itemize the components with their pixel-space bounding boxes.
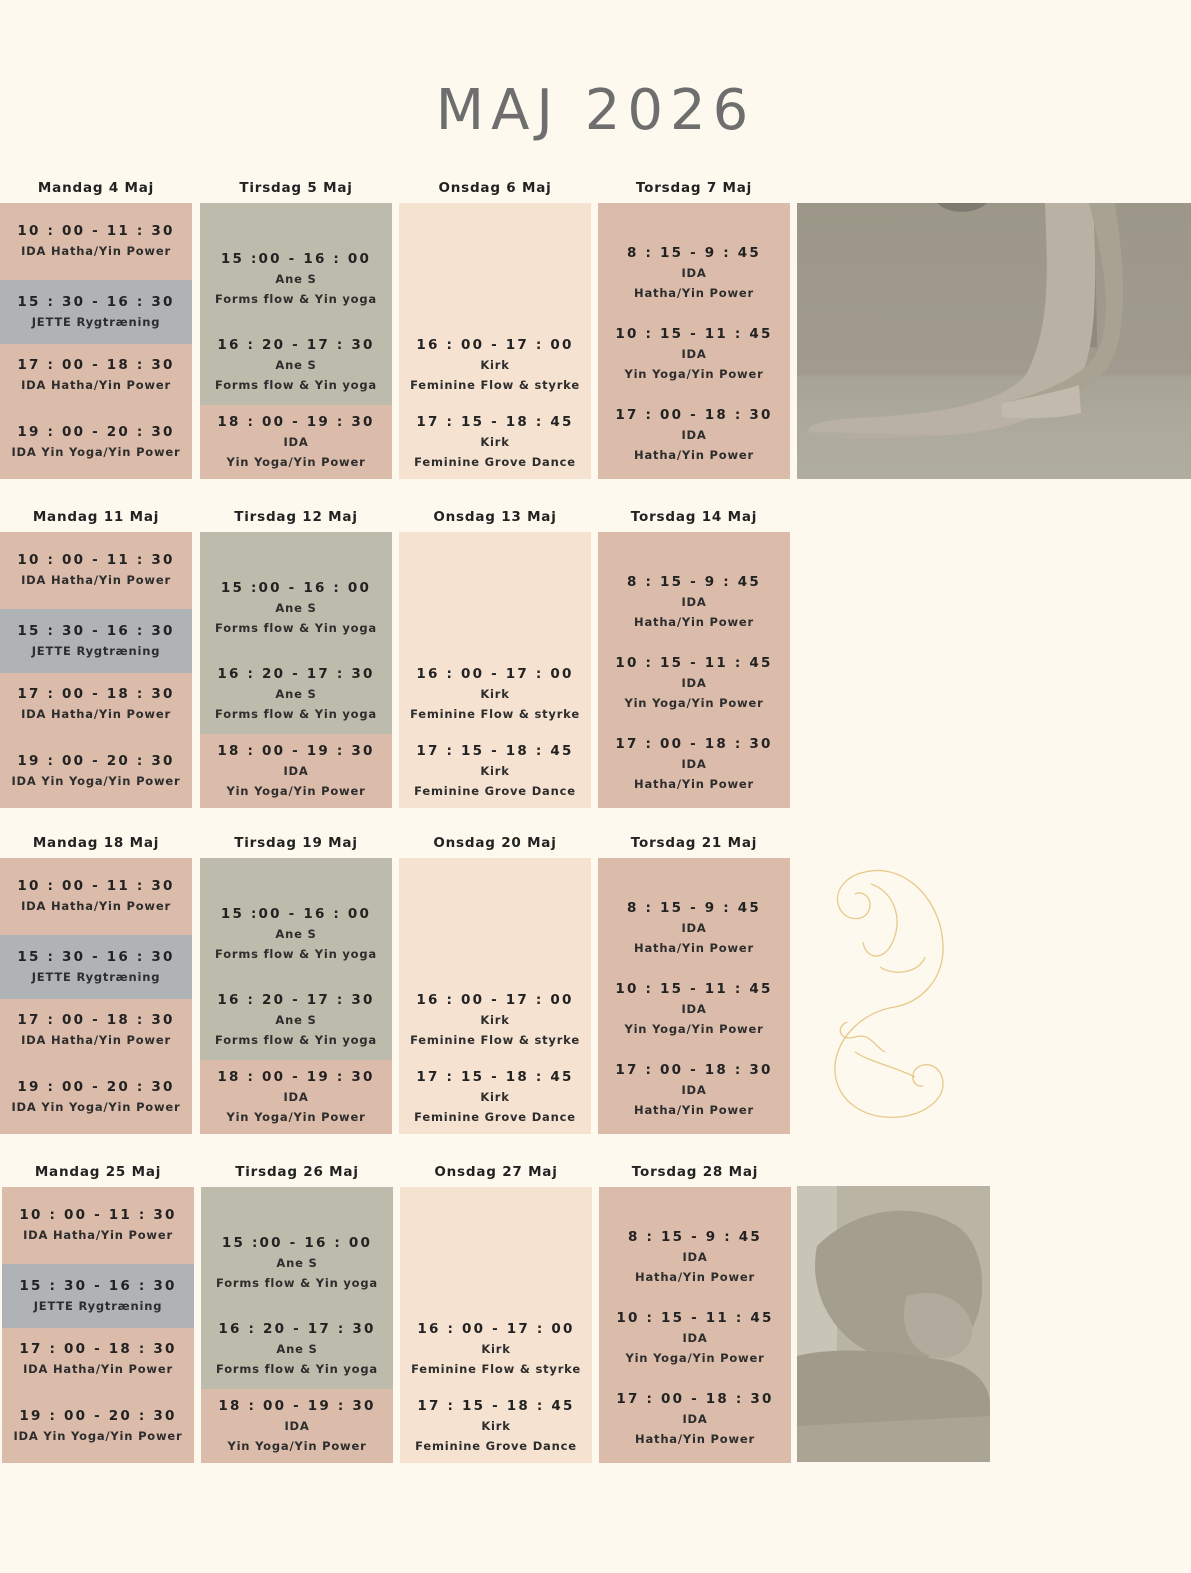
class-class: Yin Yoga/Yin Power: [226, 1109, 366, 1124]
class-slot: [598, 314, 790, 395]
class-teacher: IDA: [681, 428, 707, 442]
class-slot: [598, 969, 790, 1050]
class-teacher: Kirk: [480, 686, 510, 701]
day-column: [0, 835, 192, 1114]
class-class: Yin Yoga/Yin Power: [624, 1022, 764, 1036]
day-header: Mandag 11 Maj: [32, 509, 160, 525]
schedule-column: [598, 858, 790, 1134]
yoga-photo-seated: [797, 1186, 990, 1462]
class-teacher: Kirk: [481, 1341, 511, 1356]
schedule-column: [200, 203, 392, 479]
class-slot: [201, 1309, 393, 1389]
class-teacher: IDA: [284, 1418, 310, 1433]
class-time: 8 : 15 - 9 : 45: [628, 1229, 762, 1245]
day-header: Onsdag 6 Maj: [438, 180, 552, 196]
class-time: 18 : 00 - 19 : 30: [217, 742, 375, 759]
class-name: IDA Hatha/Yin Power: [23, 1361, 173, 1376]
class-time: 10 : 00 - 11 : 30: [17, 552, 175, 568]
day-column: [399, 180, 591, 469]
class-name: IDA Yin Yoga/Yin Power: [13, 1429, 183, 1443]
schedule-column: [598, 203, 790, 479]
class-slot: [2, 1187, 194, 1264]
class-slot: [0, 858, 192, 935]
class-slot: [599, 1217, 791, 1298]
class-class: Forms flow & Yin yoga: [215, 946, 377, 961]
class-teacher: Ane S: [275, 686, 317, 701]
class-name: JETTE Rygtræning: [31, 969, 161, 984]
day-header: Tirsdag 12 Maj: [234, 509, 358, 525]
class-class: Forms flow & Yin yoga: [215, 706, 377, 721]
day-column: [2, 1164, 194, 1443]
class-class: Hatha/Yin Power: [634, 1103, 754, 1117]
class-teacher: Ane S: [275, 600, 317, 615]
class-slot: [598, 395, 790, 476]
day-column: [200, 509, 392, 798]
class-time: 19 : 00 - 20 : 30: [17, 424, 175, 440]
class-teacher: IDA: [681, 595, 707, 609]
class-slot: [200, 233, 392, 325]
day-column: [399, 835, 591, 1124]
class-name: JETTE Rygtræning: [33, 1298, 163, 1313]
class-class: Hatha/Yin Power: [635, 1432, 755, 1446]
class-class: Yin Yoga/Yin Power: [227, 1438, 367, 1453]
class-slot: [2, 1264, 194, 1328]
class-slot: [598, 888, 790, 969]
day-column: [0, 180, 192, 459]
class-class: Forms flow & Yin yoga: [216, 1361, 378, 1376]
class-teacher: IDA: [681, 1002, 707, 1016]
day-column: [399, 509, 591, 798]
class-time: 19 : 00 - 20 : 30: [17, 753, 175, 769]
class-slot: [0, 1061, 192, 1134]
schedule-column: [0, 858, 192, 1134]
class-slot: [399, 980, 591, 1060]
class-time: 16 : 00 - 17 : 00: [416, 991, 574, 1008]
class-time: 17 : 00 - 18 : 30: [17, 1011, 175, 1028]
class-teacher: Ane S: [275, 1012, 317, 1027]
class-slot: [0, 735, 192, 808]
class-name: IDA Hatha/Yin Power: [21, 377, 171, 392]
schedule-column: [399, 203, 591, 479]
class-slot: [598, 562, 790, 643]
class-class: Yin Yoga/Yin Power: [226, 454, 366, 469]
class-time: 8 : 15 - 9 : 45: [627, 900, 761, 916]
class-time: 16 : 20 - 17 : 30: [217, 991, 375, 1008]
class-time: 10 : 15 - 11 : 45: [615, 326, 773, 342]
class-time: 15 :00 - 16 : 00: [220, 579, 372, 596]
class-time: 15 :00 - 16 : 00: [221, 1234, 373, 1251]
class-teacher: IDA: [682, 1331, 708, 1345]
class-slot: [400, 1389, 592, 1463]
class-class: Feminine Grove Dance: [414, 783, 576, 798]
class-class: Yin Yoga/Yin Power: [226, 783, 366, 798]
schedule-column: [201, 1187, 393, 1463]
class-time: 15 :00 - 16 : 00: [220, 250, 372, 267]
schedule-column: [400, 1187, 592, 1463]
yoga-photo-feet: [797, 203, 1191, 479]
day-header: Tirsdag 19 Maj: [234, 835, 358, 851]
class-time: 17 : 15 - 18 : 45: [416, 1068, 574, 1085]
class-teacher: Kirk: [480, 763, 510, 778]
class-class: Yin Yoga/Yin Power: [624, 367, 764, 381]
class-class: Feminine Grove Dance: [414, 454, 576, 469]
class-class: Feminine Grove Dance: [415, 1438, 577, 1453]
class-time: 15 : 30 - 16 : 30: [17, 948, 175, 965]
day-header: Onsdag 13 Maj: [433, 509, 557, 525]
class-slot: [598, 1050, 790, 1131]
class-class: Feminine Flow & styrke: [411, 1361, 581, 1376]
schedule-column: [0, 532, 192, 808]
class-teacher: IDA: [681, 266, 707, 280]
class-class: Forms flow & Yin yoga: [216, 1275, 378, 1290]
day-header: Mandag 18 Maj: [32, 835, 160, 851]
class-name: IDA Hatha/Yin Power: [21, 899, 171, 913]
class-time: 17 : 15 - 18 : 45: [417, 1397, 575, 1414]
day-header: Tirsdag 26 Maj: [235, 1164, 359, 1180]
class-slot: [400, 1309, 592, 1389]
class-time: 10 : 00 - 11 : 30: [17, 223, 175, 239]
class-class: Forms flow & Yin yoga: [215, 291, 377, 306]
class-time: 17 : 00 - 18 : 30: [17, 356, 175, 373]
class-teacher: IDA: [283, 763, 309, 778]
day-header: Torsdag 21 Maj: [630, 835, 758, 851]
class-time: 16 : 00 - 17 : 00: [416, 665, 574, 682]
class-teacher: IDA: [283, 1089, 309, 1104]
class-slot: [598, 724, 790, 805]
class-class: Yin Yoga/Yin Power: [624, 696, 764, 710]
class-time: 17 : 00 - 18 : 30: [616, 1391, 774, 1407]
class-teacher: IDA: [681, 921, 707, 935]
day-column: [200, 835, 392, 1124]
class-time: 17 : 00 - 18 : 30: [19, 1340, 177, 1357]
class-slot: [0, 673, 192, 735]
class-class: Hatha/Yin Power: [634, 941, 754, 955]
day-column: [599, 1164, 791, 1446]
class-time: 10 : 15 - 11 : 45: [615, 981, 773, 997]
class-slot: [200, 562, 392, 654]
class-time: 16 : 20 - 17 : 30: [218, 1320, 376, 1337]
schedule-column: [599, 1187, 791, 1463]
class-class: Feminine Flow & styrke: [410, 706, 580, 721]
class-class: Forms flow & Yin yoga: [215, 620, 377, 635]
class-slot: [0, 609, 192, 673]
class-time: 10 : 00 - 11 : 30: [19, 1207, 177, 1223]
class-name: IDA Hatha/Yin Power: [21, 706, 171, 721]
class-slot: [200, 325, 392, 405]
class-teacher: IDA: [682, 1250, 708, 1264]
class-teacher: Ane S: [275, 357, 317, 372]
class-slot: [399, 325, 591, 405]
class-slot: [201, 1389, 393, 1463]
class-time: 16 : 20 - 17 : 30: [217, 336, 375, 353]
class-teacher: IDA: [681, 1083, 707, 1097]
class-time: 17 : 00 - 18 : 30: [615, 407, 773, 423]
class-name: IDA Hatha/Yin Power: [21, 1032, 171, 1047]
class-slot: [599, 1298, 791, 1379]
class-class: Hatha/Yin Power: [635, 1270, 755, 1284]
class-time: 17 : 00 - 18 : 30: [615, 1062, 773, 1078]
day-column: [598, 835, 790, 1117]
class-slot: [2, 1390, 194, 1463]
day-header: Mandag 25 Maj: [34, 1164, 162, 1180]
day-column: [598, 509, 790, 791]
class-slot: [598, 643, 790, 724]
class-slot: [0, 344, 192, 406]
class-teacher: IDA: [681, 757, 707, 771]
class-class: Hatha/Yin Power: [634, 448, 754, 462]
class-slot: [200, 1060, 392, 1134]
class-slot: [399, 1060, 591, 1134]
class-time: 17 : 00 - 18 : 30: [615, 736, 773, 752]
class-time: 19 : 00 - 20 : 30: [17, 1079, 175, 1095]
class-teacher: Kirk: [480, 357, 510, 372]
class-teacher: Ane S: [275, 271, 317, 286]
class-name: IDA Hatha/Yin Power: [21, 244, 171, 258]
schedule-column: [200, 532, 392, 808]
class-time: 17 : 00 - 18 : 30: [17, 685, 175, 702]
decorative-swirl-ornament: [825, 862, 955, 1124]
class-name: IDA Yin Yoga/Yin Power: [11, 774, 181, 788]
class-name: IDA Yin Yoga/Yin Power: [11, 445, 181, 459]
class-teacher: Kirk: [480, 1089, 510, 1104]
class-slot: [200, 734, 392, 808]
class-teacher: Ane S: [276, 1255, 318, 1270]
class-name: IDA Yin Yoga/Yin Power: [11, 1100, 181, 1114]
class-slot: [200, 654, 392, 734]
class-class: Forms flow & Yin yoga: [215, 1032, 377, 1047]
class-slot: [599, 1379, 791, 1460]
class-class: Hatha/Yin Power: [634, 286, 754, 300]
day-header: Torsdag 7 Maj: [635, 180, 753, 196]
class-time: 10 : 15 - 11 : 45: [616, 1310, 774, 1326]
class-time: 18 : 00 - 19 : 30: [217, 1068, 375, 1085]
day-column: [400, 1164, 592, 1453]
schedule-column: [399, 532, 591, 808]
class-class: Yin Yoga/Yin Power: [625, 1351, 765, 1365]
schedule-column: [2, 1187, 194, 1463]
class-class: Hatha/Yin Power: [634, 777, 754, 791]
day-column: [200, 180, 392, 469]
class-slot: [399, 734, 591, 808]
class-name: IDA Hatha/Yin Power: [21, 573, 171, 587]
class-time: 17 : 15 - 18 : 45: [416, 742, 574, 759]
class-time: 8 : 15 - 9 : 45: [627, 245, 761, 261]
class-time: 15 :00 - 16 : 00: [220, 905, 372, 922]
class-slot: [2, 1328, 194, 1390]
schedule-column: [0, 203, 192, 479]
class-teacher: IDA: [283, 434, 309, 449]
class-class: Feminine Flow & styrke: [410, 377, 580, 392]
class-class: Feminine Grove Dance: [414, 1109, 576, 1124]
class-name: JETTE Rygtræning: [31, 314, 161, 329]
class-slot: [399, 654, 591, 734]
class-name: IDA Hatha/Yin Power: [23, 1228, 173, 1242]
day-column: [201, 1164, 393, 1453]
day-header: Onsdag 20 Maj: [433, 835, 557, 851]
day-header: Torsdag 14 Maj: [630, 509, 758, 525]
class-teacher: Ane S: [275, 926, 317, 941]
class-class: Forms flow & Yin yoga: [215, 377, 377, 392]
class-time: 10 : 00 - 11 : 30: [17, 878, 175, 894]
class-slot: [200, 405, 392, 479]
class-slot: [0, 935, 192, 999]
class-time: 10 : 15 - 11 : 45: [615, 655, 773, 671]
class-teacher: Kirk: [480, 1012, 510, 1027]
class-slot: [200, 888, 392, 980]
class-slot: [598, 233, 790, 314]
class-teacher: Kirk: [480, 434, 510, 449]
class-teacher: Ane S: [276, 1341, 318, 1356]
class-slot: [0, 203, 192, 280]
class-slot: [0, 999, 192, 1061]
class-teacher: IDA: [681, 347, 707, 361]
page-title: MAJ 2026: [435, 78, 756, 143]
class-time: 18 : 00 - 19 : 30: [218, 1397, 376, 1414]
class-time: 19 : 00 - 20 : 30: [19, 1408, 177, 1424]
day-header: Mandag 4 Maj: [37, 180, 155, 196]
class-teacher: IDA: [682, 1412, 708, 1426]
class-class: Hatha/Yin Power: [634, 615, 754, 629]
class-time: 16 : 00 - 17 : 00: [416, 336, 574, 353]
class-teacher: Kirk: [481, 1418, 511, 1433]
day-header: Onsdag 27 Maj: [434, 1164, 558, 1180]
schedule-column: [598, 532, 790, 808]
class-slot: [200, 980, 392, 1060]
class-slot: [399, 405, 591, 479]
class-time: 17 : 15 - 18 : 45: [416, 413, 574, 430]
schedule-column: [200, 858, 392, 1134]
class-slot: [201, 1217, 393, 1309]
day-header: Torsdag 28 Maj: [631, 1164, 759, 1180]
day-header: Tirsdag 5 Maj: [239, 180, 353, 196]
class-slot: [0, 406, 192, 479]
class-class: Feminine Flow & styrke: [410, 1032, 580, 1047]
class-name: JETTE Rygtræning: [31, 643, 161, 658]
class-time: 16 : 00 - 17 : 00: [417, 1320, 575, 1337]
class-time: 15 : 30 - 16 : 30: [17, 293, 175, 310]
class-time: 8 : 15 - 9 : 45: [627, 574, 761, 590]
class-slot: [0, 280, 192, 344]
class-time: 15 : 30 - 16 : 30: [19, 1277, 177, 1294]
schedule-column: [399, 858, 591, 1134]
class-time: 16 : 20 - 17 : 30: [217, 665, 375, 682]
class-time: 15 : 30 - 16 : 30: [17, 622, 175, 639]
day-column: [0, 509, 192, 788]
class-teacher: IDA: [681, 676, 707, 690]
class-slot: [0, 532, 192, 609]
class-time: 18 : 00 - 19 : 30: [217, 413, 375, 430]
day-column: [598, 180, 790, 462]
